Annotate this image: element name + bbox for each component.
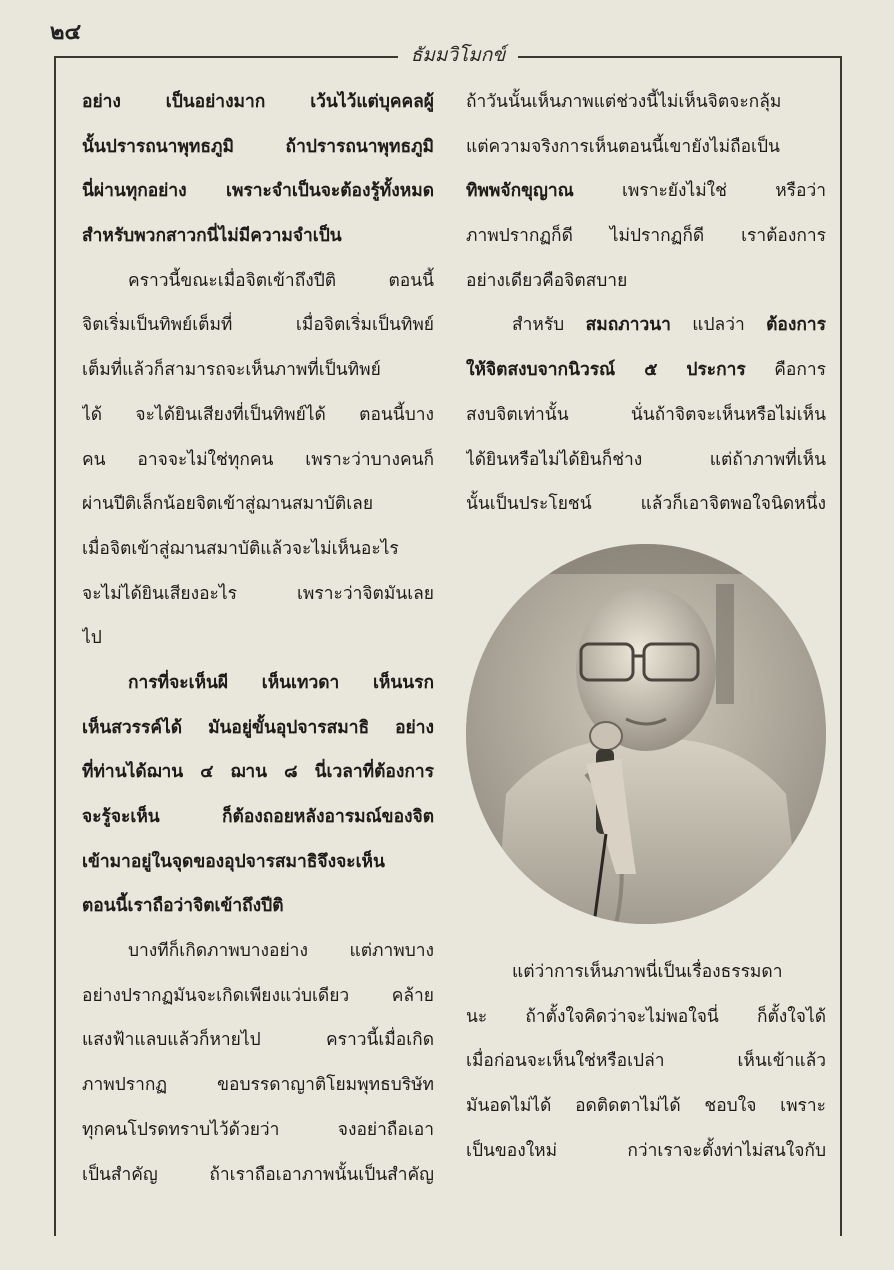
text-line: เป็นของใหม่ กว่าเราจะตั้งท่าไม่สนใจกับ	[466, 1140, 826, 1161]
header-rule-left	[54, 56, 398, 58]
text-run: ภาพปรากฏก็ดี ไม่ปรากฏก็ดี เราต้องการ	[466, 226, 826, 247]
frame-right-border	[840, 56, 842, 1236]
text-line: แสงฟ้าแลบแล้วก็หายไป คราวนี้เมื่อเกิด	[82, 1030, 434, 1051]
text-line	[466, 169, 826, 214]
monk-portrait-photo	[466, 544, 826, 924]
text-run: คือการ	[745, 360, 826, 381]
monk-portrait-illustration	[466, 544, 826, 924]
text-line: อย่างปรากฏมันจะเกิดเพียงแว่บเดียว คล้าย	[82, 985, 434, 1006]
text-run: สงบจิตเท่านั้น นั่นถ้าจิตจะเห็นหรือไม่เห็น	[466, 404, 826, 425]
text-line: อย่าง เป็นอย่างมาก เว้นไว้แต่บุคคลผู้	[82, 92, 434, 112]
bold-term: สมถภาวนา	[585, 315, 671, 336]
text-line: ตอนนี้เราถือว่าจิตเข้าถึงปีติ	[82, 896, 284, 917]
text-line: ภาพปรากฏ ขอบรรดาญาติโยมพุทธบริษัท	[82, 1075, 434, 1096]
text-line: คราวนี้ขณะเมื่อจิตเข้าถึงปีติ ตอนนี้	[128, 270, 434, 291]
text-line: นะ ถ้าตั้งใจคิดว่าจะไม่พอใจนี่ ก็ตั้งใจได้	[466, 1006, 826, 1027]
text-line	[466, 125, 826, 170]
text-line: ที่ท่านได้ฌาน ๔ ฌาน ๘ นี่เวลาที่ต้องการ	[82, 762, 434, 783]
text-line	[466, 80, 826, 125]
text-run: นั้นเป็นประโยชน์ แล้วก็เอาจิตพอใจนิดหนึ่ง	[466, 494, 826, 515]
text-run: แต่ความจริงการเห็นตอนนี้เขายังไม่ถือเป็น	[466, 136, 780, 157]
text-line: ผ่านปีติเล็กน้อยจิตเข้าสู่ฌานสมาบัติเลย	[82, 494, 374, 515]
text-line: บางทีก็เกิดภาพบางอย่าง แต่ภาพบาง	[128, 941, 434, 962]
header-rule-right	[518, 56, 840, 58]
text-line: จะรู้จะเห็น ก็ต้องถอยหลังอารมณ์ของจิต	[82, 807, 434, 827]
text-line: จะไม่ได้ยินเสียงอะไร เพราะว่าจิตมันเลย	[82, 583, 434, 604]
text-line: สำหรับพวกสาวกนี่ไม่มีความจำเป็น	[82, 226, 342, 247]
text-line: แต่ว่าการเห็นภาพนี่เป็นเรื่องธรรมดา	[512, 962, 783, 982]
right-column-bottom	[466, 950, 826, 1173]
left-column	[82, 80, 434, 1197]
text-run: ได้ยินหรือไม่ได้ยินก็ช่าง แต่ถ้าภาพที่เห็น	[466, 449, 826, 470]
text-line: เมื่อจิตเข้าสู่ฌานสมาบัติแล้วจะไม่เห็นอะไร	[82, 538, 399, 559]
text-line: เป็นสำคัญ ถ้าเราถือเอาภาพนั้นเป็นสำคัญ	[82, 1164, 434, 1185]
text-line: จิตเริ่มเป็นทิพย์เต็มที่ เมื่อจิตเริ่มเป็นทิพย์	[82, 315, 434, 336]
text-line	[466, 348, 826, 393]
frame-left-border	[54, 56, 56, 1236]
bold-term: ให้จิตสงบจากนิวรณ์ ๕ ประการ	[466, 360, 746, 381]
text-run: สำหรับ	[512, 315, 586, 336]
text-line: ทุกคนโปรดทราบไว้ด้วยว่า จงอย่าถือเอา	[82, 1119, 434, 1140]
text-run: ถ้าวันนั้นเห็นภาพแต่ช่วงนี้ไม่เห็นจิตจะกลุ้ม	[466, 92, 782, 112]
right-column-top	[466, 80, 826, 527]
text-line: เข้ามาอยู่ในจุดของอุปจารสมาธิจึงจะเห็น	[82, 851, 385, 872]
text-line	[466, 393, 826, 438]
running-title: ธัมมวิโมกข์	[410, 44, 506, 66]
text-line	[466, 214, 826, 259]
text-line	[466, 259, 826, 304]
text-line: ไป	[82, 628, 102, 649]
text-line: เมื่อก่อนจะเห็นใช่หรือเปล่า เห็นเข้าแล้ว	[466, 1051, 826, 1072]
text-run: แปลว่า	[670, 315, 767, 336]
text-line: นั้นปรารถนาพุทธภูมิ ถ้าปรารถนาพุทธภูมิ	[82, 136, 434, 157]
text-line: มันอดไม่ได้ อดติดตาไม่ได้ ชอบใจ เพราะ	[466, 1096, 826, 1117]
text-line	[466, 482, 826, 527]
text-line: คน อาจจะไม่ใช่ทุกคน เพราะว่าบางคนก็	[82, 449, 434, 470]
text-line: ได้ จะได้ยินเสียงที่เป็นทิพย์ได้ ตอนนี้บาง	[82, 404, 434, 425]
bold-term: ต้องการ	[766, 315, 826, 336]
bold-term: ทิพพจักขุญาณ	[466, 181, 574, 202]
text-line	[466, 438, 826, 483]
text-line: เต็มที่แล้วก็สามารถจะเห็นภาพที่เป็นทิพย์	[82, 360, 381, 381]
text-line: นี่ผ่านทุกอย่าง เพราะจำเป็นจะต้องรู้ทั้งหมด	[82, 181, 434, 202]
text-run: เพราะยังไม่ใช่ หรือว่า	[573, 181, 826, 202]
page-number: ๒๔	[50, 19, 82, 45]
text-line: การที่จะเห็นผี เห็นเทวดา เห็นนรก	[128, 672, 434, 693]
text-run: อย่างเดียวคือจิตสบาย	[466, 270, 628, 291]
text-line	[466, 303, 826, 348]
text-line: เห็นสวรรค์ได้ มันอยู่ขั้นอุปจารสมาธิ อย่าง	[82, 717, 434, 738]
